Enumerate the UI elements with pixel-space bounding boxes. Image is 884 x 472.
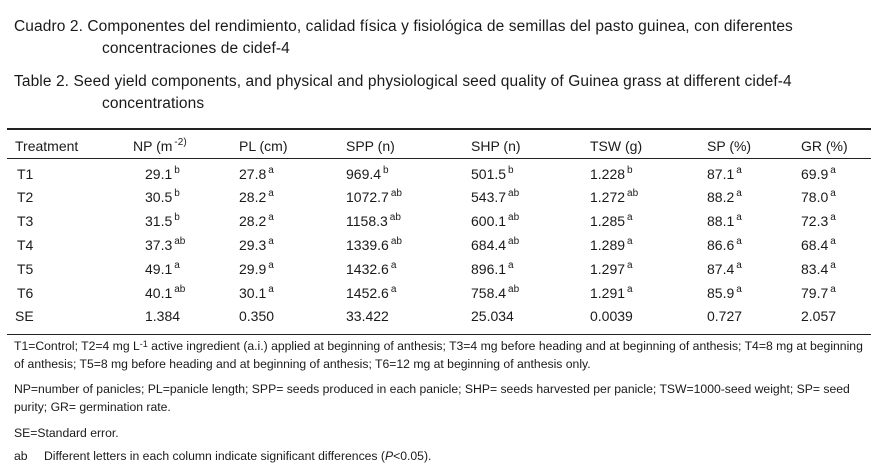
cell-sp: 87.1 $^a$ <box>707 165 742 182</box>
significance-letter: a <box>736 212 742 223</box>
significance-letter: b <box>174 212 180 223</box>
significance-letter: ab <box>508 212 520 223</box>
cell-gr: 2.057 <box>801 308 837 324</box>
significance-letter: ab <box>508 188 520 199</box>
significance-letter: ab <box>174 284 186 295</box>
cell-tsw: 1.285 $^a$ <box>590 212 633 229</box>
significance-letter: ab <box>508 236 520 247</box>
cell-tsw: 1.228 $^b$ <box>590 165 633 182</box>
header-treatment: Treatment <box>15 138 79 154</box>
cell-spp: 33.422 <box>346 308 389 324</box>
cell-np: 31.5 $^b$ <box>145 212 180 229</box>
cell-tsw: 0.0039 <box>590 308 633 324</box>
cell-np: 37.3 $^{ab}$ <box>145 236 186 253</box>
cell-np: 30.5 $^b$ <box>145 188 180 205</box>
significance-letter: ab <box>390 188 402 199</box>
cell-pl: 27.8 $^a$ <box>239 165 274 182</box>
header-spp: SPP (n) <box>346 138 395 154</box>
header-np: NP (m $^{-2)}$ <box>133 137 187 154</box>
significance-letter: a <box>268 188 274 199</box>
table-header-rule <box>7 158 871 159</box>
cell-pl: 28.2 $^a$ <box>239 188 274 205</box>
row-treatment-label: T2 <box>17 189 34 205</box>
significance-letter: a <box>627 212 633 223</box>
significance-letter: a <box>268 260 274 271</box>
table-caption-english <box>14 71 876 115</box>
significance-letter: a <box>268 212 274 223</box>
row-treatment-label: SE <box>15 308 34 324</box>
caption-es-line1: Cuadro 2. Componentes del rendimiento, calidad física y fisiológica de semillas del pasto guinea, con diferentes <box>14 18 793 35</box>
note-significance: ab Different letters in each column indicate significant differences (P<0.05). <box>14 449 432 463</box>
cell-gr: 83.4 $^a$ <box>801 260 836 277</box>
significance-letter: a <box>830 188 836 199</box>
caption-en-line1: Table 2. Seed yield components, and physical and physiological seed quality of Guinea grass at different cidef-4 <box>14 73 792 90</box>
header-pl: PL (cm) <box>239 138 288 154</box>
cell-spp: 969.4 $^b$ <box>346 165 389 182</box>
cell-sp: 0.727 <box>707 308 743 324</box>
header-gr: GR (%) <box>801 138 848 154</box>
significance-letter: a <box>627 284 633 295</box>
cell-gr: 68.4 $^a$ <box>801 236 836 253</box>
cell-sp: 85.9 $^a$ <box>707 284 742 301</box>
table-bottom-rule <box>7 334 871 335</box>
note-standard-error: SE=Standard error. <box>14 426 119 440</box>
row-treatment-label: T3 <box>17 213 34 229</box>
significance-letter: a <box>830 260 836 271</box>
significance-letter: a <box>830 212 836 223</box>
header-tsw: TSW (g) <box>590 138 643 154</box>
cell-tsw: 1.291 $^a$ <box>590 284 633 301</box>
significance-letter: a <box>268 236 274 247</box>
significance-letter: a <box>736 284 742 295</box>
significance-letter: a <box>736 260 742 271</box>
significance-letter: a <box>508 260 514 271</box>
significance-letter: a <box>627 260 633 271</box>
significance-letter: ab <box>508 284 520 295</box>
significance-letter: a <box>830 165 836 176</box>
header-sp: SP (%) <box>707 138 752 154</box>
cell-sp: 87.4 $^a$ <box>707 260 742 277</box>
significance-letter: a <box>736 188 742 199</box>
row-treatment-label: T1 <box>17 166 34 182</box>
cell-spp: 1339.6 $^{ab}$ <box>346 236 402 253</box>
cell-shp: 600.1 $^{ab}$ <box>471 212 520 229</box>
cell-gr: 78.0 $^a$ <box>801 188 836 205</box>
cell-pl: 29.3 $^a$ <box>239 236 274 253</box>
caption-en-line2: concentrations <box>102 95 205 112</box>
cell-shp: 501.5 $^b$ <box>471 165 514 182</box>
significance-letter: a <box>736 165 742 176</box>
cell-np: 49.1 $^a$ <box>145 260 180 277</box>
note-abbreviations: NP=number of panicles; PL=panicle length; SPP= seeds produced in each panicle; SHP= seeds harvested per panicle; TSW=1000-seed weight; SP= seed purity; GR= germination rate. <box>14 382 850 414</box>
significance-letter: b <box>174 165 180 176</box>
significance-letter: ab <box>389 212 401 223</box>
cell-shp: 543.7 $^{ab}$ <box>471 188 520 205</box>
significance-letter: a <box>830 236 836 247</box>
row-treatment-label: T5 <box>17 261 34 277</box>
cell-sp: 88.1 $^a$ <box>707 212 742 229</box>
cell-shp: 25.034 <box>471 308 514 324</box>
significance-letter: a <box>830 284 836 295</box>
cell-spp: 1158.3 $^{ab}$ <box>346 212 401 229</box>
row-treatment-label: T6 <box>17 285 34 301</box>
cell-np: 29.1 $^b$ <box>145 165 180 182</box>
cell-tsw: 1.289 $^a$ <box>590 236 633 253</box>
cell-spp: 1072.7 $^{ab}$ <box>346 188 402 205</box>
cell-sp: 88.2 $^a$ <box>707 188 742 205</box>
significance-letter: b <box>508 165 514 176</box>
cell-gr: 69.9 $^a$ <box>801 165 836 182</box>
cell-pl: 29.9 $^a$ <box>239 260 274 277</box>
cell-shp: 684.4 $^{ab}$ <box>471 236 520 253</box>
cell-pl: 30.1 $^a$ <box>239 284 274 301</box>
header-shp: SHP (n) <box>471 138 521 154</box>
cell-np: 1.384 <box>145 308 181 324</box>
cell-np: 40.1 $^{ab}$ <box>145 284 186 301</box>
significance-letter: b <box>383 165 389 176</box>
significance-letter: a <box>627 236 633 247</box>
cell-pl: 0.350 <box>239 308 275 324</box>
significance-letter: ab <box>390 236 402 247</box>
cell-shp: 896.1 $^a$ <box>471 260 514 277</box>
significance-letter: a <box>174 260 180 271</box>
table-top-rule <box>7 128 871 130</box>
cell-sp: 86.6 $^a$ <box>707 236 742 253</box>
cell-gr: 79.7 $^a$ <box>801 284 836 301</box>
cell-spp: 1452.6 $^a$ <box>346 284 397 301</box>
significance-letter: a <box>736 236 742 247</box>
significance-letter: a <box>390 260 397 271</box>
caption-es-line2: concentraciones de cidef-4 <box>102 40 290 57</box>
significance-letter: ab <box>627 188 639 199</box>
cell-pl: 28.2 $^a$ <box>239 212 274 229</box>
note-treatments: T1=Control; T2=4 mg $L^{-1}$ active ingredient (a.i.) applied at beginning of anthesis; T3=4 mg before heading and at beginning of anthesis; T4=8 mg at beginning of anthesis; T5=8 mg before heading and at beginning of anthesis; T6=12 mg at beginning of anthesis only. <box>14 339 863 371</box>
significance-letter: b <box>174 188 180 199</box>
cell-spp: 1432.6 $^a$ <box>346 260 397 277</box>
cell-gr: 72.3 $^a$ <box>801 212 836 229</box>
cell-shp: 758.4 $^{ab}$ <box>471 284 520 301</box>
row-treatment-label: T4 <box>17 237 34 253</box>
table-caption-spanish <box>14 16 876 60</box>
significance-letter: a <box>268 165 274 176</box>
cell-tsw: 1.297 $^a$ <box>590 260 633 277</box>
significance-letter: a <box>268 284 274 295</box>
significance-letter: b <box>627 165 633 176</box>
significance-letter: ab <box>174 236 186 247</box>
significance-letter: a <box>390 284 397 295</box>
cell-tsw: 1.272 $^{ab}$ <box>590 188 639 205</box>
